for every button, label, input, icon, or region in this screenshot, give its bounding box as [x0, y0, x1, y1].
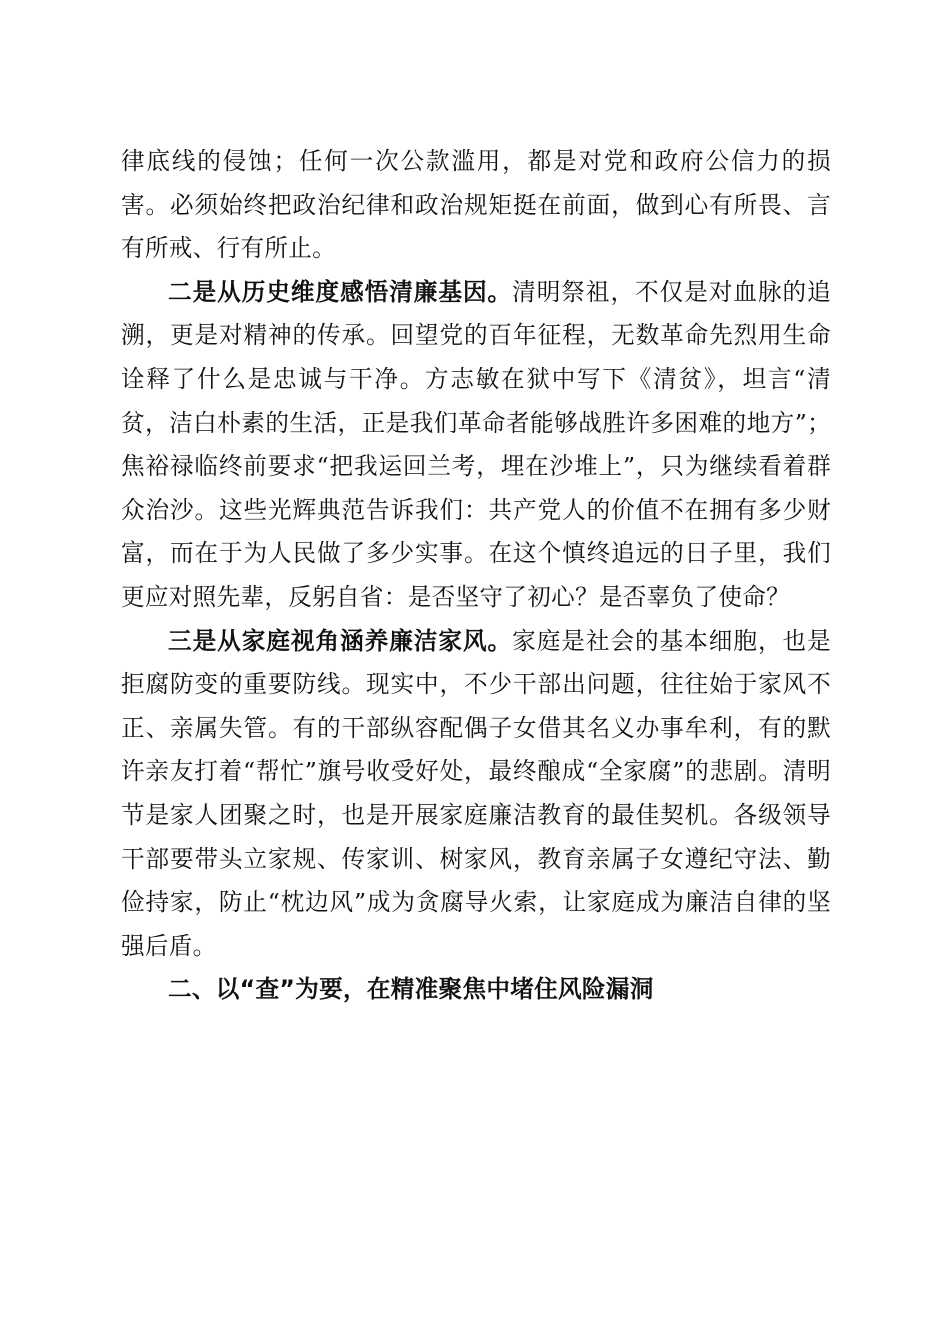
paragraph-continuation: 律底线的侵蚀；任何一次公款滥用，都是对党和政府公信力的损害。必须始终把政治纪律和政治规矩挺在前面，做到心有所畏、言有所戒、行有所止。	[121, 147, 831, 263]
paragraph-history-body: 清明祭祖，不仅是对血脉的追溯，更是对精神的传承。回望党的百年征程，无数革命先烈用生命诠释了什么是忠诚与干净。方志敏在狱中写下《清贫》，坦言“清贫，洁白朴素的生活，正是我们革命者能够战胜许多困难的地方”；焦裕禄临终前要求“把我运回兰考，埋在沙堆上”，只为继续看着群众治沙。这些光辉典范告诉我们：共产党人的价值不在拥有多少财富，而在于为人民做了多少实事。在这个慎终追远的日子里，我们更应对照先辈，反躬自省：是否坚守了初心？是否辜负了使命？	[121, 277, 832, 611]
paragraph-history	[121, 271, 831, 620]
document-body	[121, 140, 831, 1012]
paragraph-family	[121, 620, 831, 969]
paragraph-history-lead: 二是从历史维度感悟清廉基因。	[168, 277, 513, 306]
paragraph-family-lead: 三是从家庭视角涵养廉洁家风。	[168, 626, 513, 655]
paragraph-family-body: 家庭是社会的基本细胞，也是拒腐防变的重要防线。现实中，不少干部出问题，往往始于家风不正、亲属失管。有的干部纵容配偶子女借其名义办事牟利，有的默许亲友打着“帮忙”旗号收受好处，最终酿成“全家腐”的悲剧。清明节是家人团聚之时，也是开展家庭廉洁教育的最佳契机。各级领导干部要带头立家规、传家训、树家风，教育亲属子女遵纪守法、勤俭持家，防止“枕边风”成为贪腐导火索，让家庭成为廉洁自律的坚强后盾。	[121, 626, 832, 960]
section-heading: 二、以“查”为要，在精准聚焦中堵住风险漏洞	[168, 975, 654, 1004]
